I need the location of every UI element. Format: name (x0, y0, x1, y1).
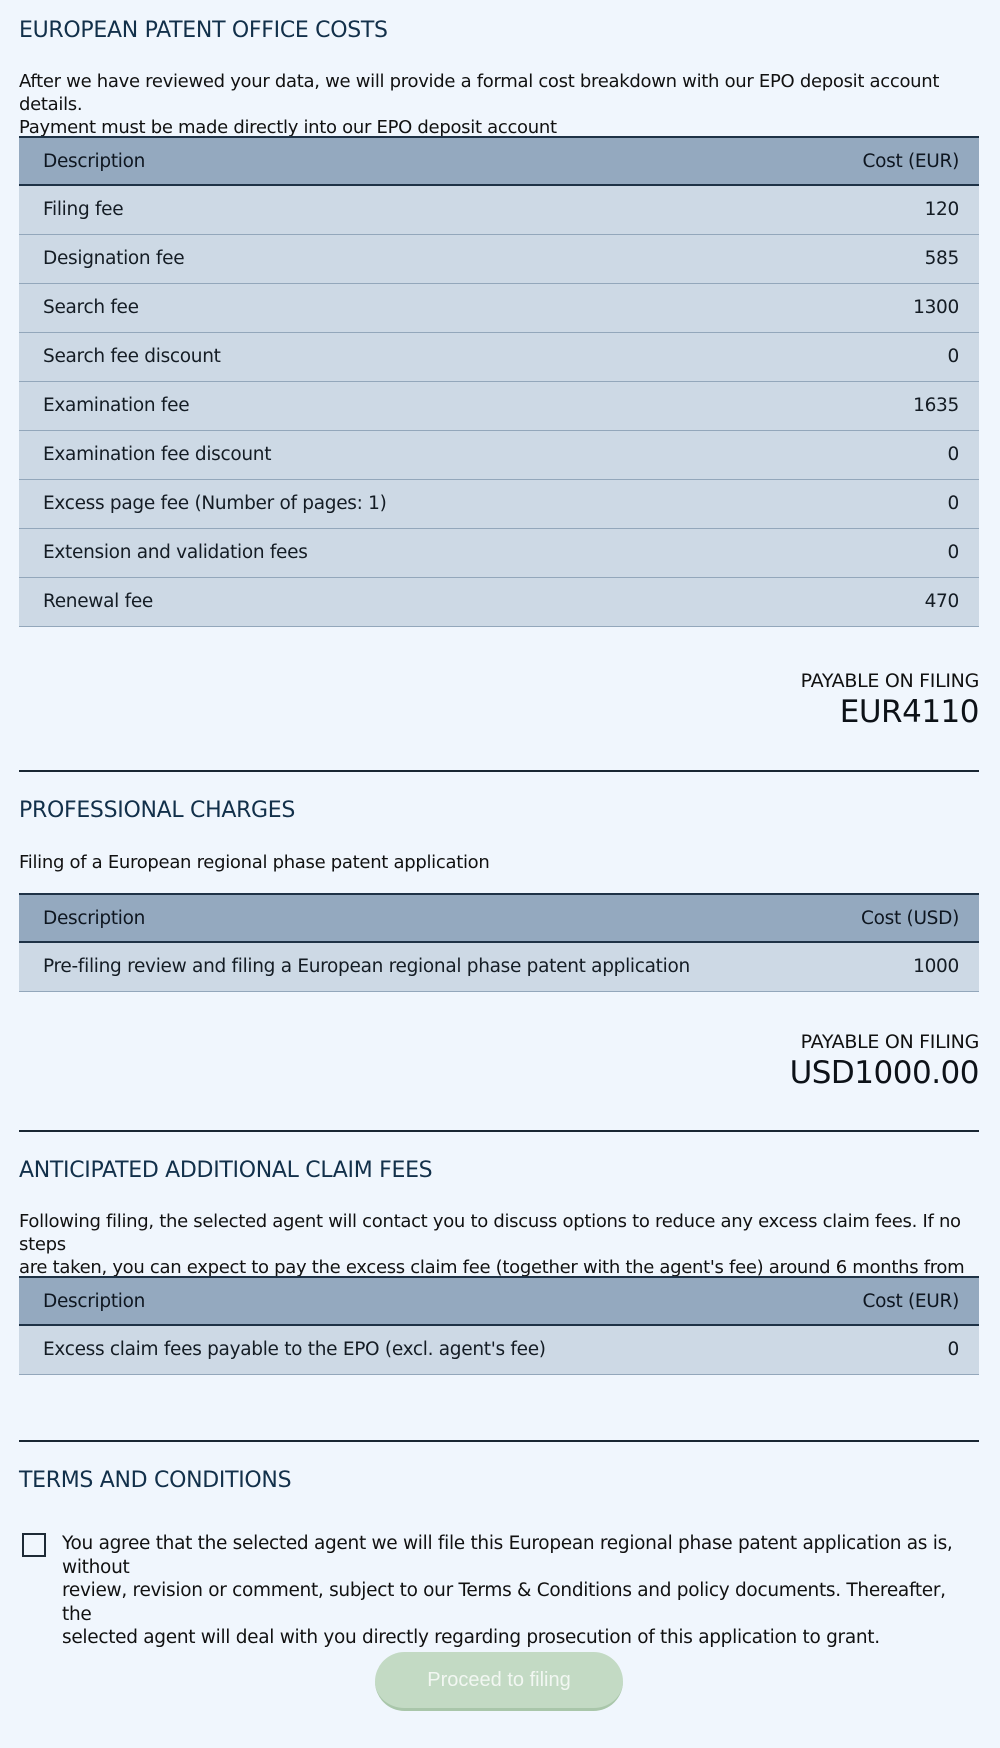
fee-description: Pre-filing review and filing a European regional phase patent application (43, 956, 690, 978)
epo-costs-intro (19, 70, 979, 139)
payable-label: PAYABLE ON FILING (800, 1031, 979, 1053)
table-row (19, 942, 979, 991)
professional-charges-heading: PROFESSIONAL CHARGES (19, 798, 296, 823)
terms-line: selected agent will deal with you directly regarding prosecution of this application to grant. (62, 1627, 880, 1648)
terms-line: You agree that the selected agent we will file this European regional phase patent application as is, without (62, 1533, 953, 1578)
claim-fees-table-wrap (19, 1276, 979, 1375)
terms-agreement (22, 1532, 972, 1650)
table-header-row (19, 1277, 979, 1325)
epo-costs-section (19, 18, 979, 43)
table-row (19, 528, 979, 577)
epo-costs-heading: EUROPEAN PATENT OFFICE COSTS (19, 18, 388, 43)
column-header-cost: Cost (USD) (861, 907, 959, 929)
table-row (19, 430, 979, 479)
fee-cost: 0 (947, 493, 959, 514)
fee-description: Examination fee discount (43, 444, 272, 465)
fee-description: Extension and validation fees (43, 542, 308, 563)
table-row (19, 577, 979, 626)
claim-fees-table (19, 1276, 979, 1375)
professional-charges-table-body (19, 942, 979, 991)
terms-line: review, revision or comment, subject to our Terms & Conditions and policy documents. Thereafter, the (62, 1580, 946, 1625)
fee-cost: 0 (947, 444, 959, 465)
fee-description: Designation fee (43, 248, 185, 269)
column-header-description: Description (43, 150, 146, 172)
fee-description: Examination fee (43, 395, 190, 416)
professional-charges-section (19, 798, 979, 823)
table-header-row (19, 894, 979, 942)
table-row (19, 185, 979, 234)
claims-intro-line: Following filing, the selected agent will contact you to discuss options to reduce any excess claim fees. If no steps (19, 1211, 961, 1255)
table-row (19, 283, 979, 332)
professional-payable-total (790, 1031, 979, 1091)
terms-checkbox[interactable] (22, 1533, 46, 1557)
table-header-row (19, 137, 979, 185)
fee-cost: 470 (924, 591, 959, 612)
fee-description: Excess claim fees payable to the EPO (excl. agent's fee) (43, 1339, 546, 1361)
payable-amount: EUR4110 (839, 694, 979, 730)
terms-heading: TERMS AND CONDITIONS (19, 1468, 292, 1493)
fee-description: Excess page fee (Number of pages: 1) (43, 493, 387, 514)
fee-cost: 120 (924, 199, 959, 221)
fee-description: Renewal fee (43, 591, 153, 612)
column-header-cost: Cost (EUR) (862, 1290, 959, 1312)
fee-cost: 1000 (913, 956, 959, 978)
epo-costs-table (19, 136, 979, 627)
epo-intro-line: After we have reviewed your data, we will provide a formal cost breakdown with our EPO deposit account details. (19, 71, 940, 115)
table-row (19, 332, 979, 381)
fee-description: Search fee (43, 297, 139, 318)
table-row (19, 234, 979, 283)
proceed-to-filing-button[interactable]: Proceed to filing (375, 1652, 623, 1711)
table-row (19, 381, 979, 430)
claim-fees-heading: ANTICIPATED ADDITIONAL CLAIM FEES (19, 1158, 433, 1183)
column-header-description: Description (43, 907, 146, 929)
fee-description: Search fee discount (43, 346, 221, 367)
fee-cost: 0 (947, 1339, 959, 1361)
table-row (19, 479, 979, 528)
terms-section (19, 1468, 979, 1493)
section-divider (19, 1440, 979, 1442)
professional-table-wrap (19, 893, 979, 992)
epo-payable-total (801, 670, 979, 730)
claim-fees-table-body (19, 1325, 979, 1374)
professional-charges-intro: Filing of a European regional phase patent application (19, 852, 490, 873)
epo-costs-table-wrap (19, 136, 979, 627)
fee-cost: 1635 (913, 395, 959, 416)
section-divider (19, 1130, 979, 1132)
professional-charges-table (19, 893, 979, 992)
column-header-description: Description (43, 1290, 146, 1312)
section-divider (19, 770, 979, 772)
fee-cost: 0 (947, 542, 959, 563)
fee-description: Filing fee (43, 199, 124, 221)
payable-label: PAYABLE ON FILING (800, 670, 979, 692)
fee-cost: 0 (947, 346, 959, 367)
claims-intro-line: are taken, you can expect to pay the excess claim fee (together with the agent's fee) around 6 months from filing (19, 1257, 965, 1301)
table-row (19, 1325, 979, 1374)
fee-cost: 1300 (913, 297, 959, 318)
terms-agreement-text (62, 1532, 972, 1650)
claim-fees-section (19, 1158, 979, 1183)
column-header-cost: Cost (EUR) (862, 150, 959, 172)
fee-cost: 585 (924, 248, 959, 269)
payable-amount: USD1000.00 (789, 1055, 979, 1091)
epo-costs-table-body (19, 185, 979, 626)
epo-intro-line: Payment must be made directly into our EPO deposit account (19, 117, 557, 138)
